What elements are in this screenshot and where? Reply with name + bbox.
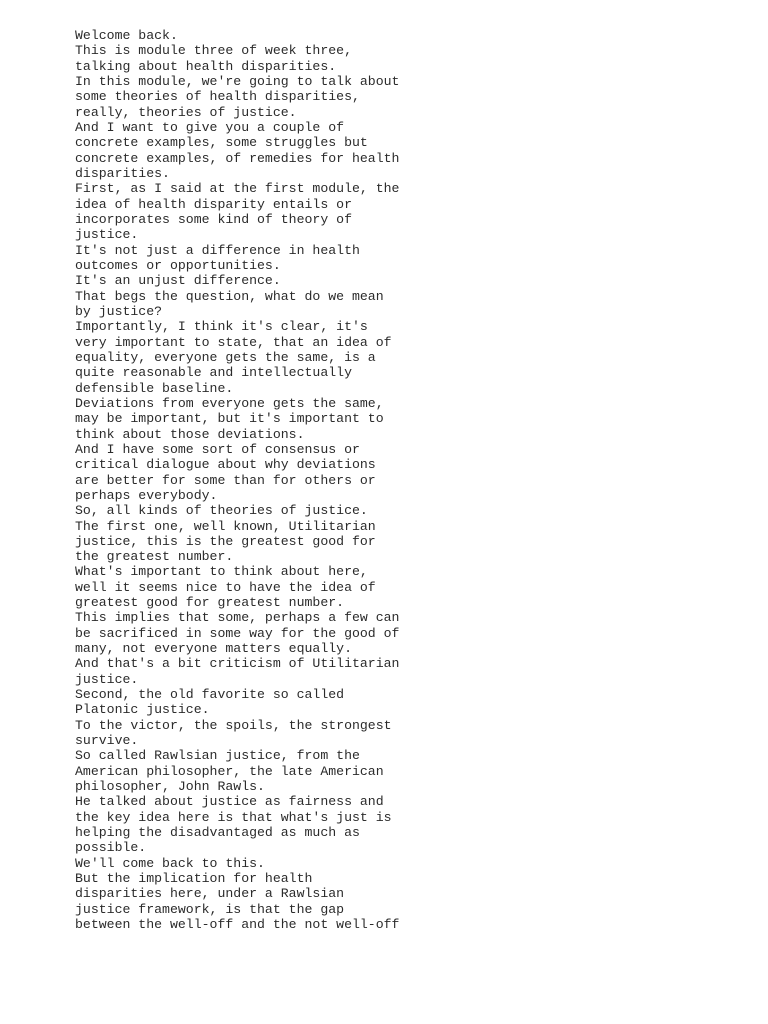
text-line: This is module three of week three, xyxy=(75,43,352,59)
text-line: It's not just a difference in health xyxy=(75,242,360,258)
text-line: talking about health disparities. xyxy=(75,58,337,74)
text-line: helping the disadvantaged as much as xyxy=(75,825,360,841)
text-line: disparities here, under a Rawlsian xyxy=(75,886,345,902)
text-line: well it seems nice to have the idea of xyxy=(75,579,376,595)
text-line: Platonic justice. xyxy=(75,702,210,718)
text-line: perhaps everybody. xyxy=(75,487,218,503)
text-line: defensible baseline. xyxy=(75,380,234,396)
text-line: survive. xyxy=(75,733,139,749)
text-line: really, theories of justice. xyxy=(75,104,297,120)
text-line: concrete examples, some struggles but xyxy=(75,135,368,151)
text-line: may be important, but it's important to xyxy=(75,411,384,427)
text-line: incorporates some kind of theory of xyxy=(75,211,352,227)
text-line: That begs the question, what do we mean xyxy=(75,288,384,304)
text-line: First, as I said at the first module, the xyxy=(75,181,400,197)
text-line: Second, the old favorite so called xyxy=(75,687,345,703)
text-line: idea of health disparity entails or xyxy=(75,196,352,212)
text-line: The first one, well known, Utilitarian xyxy=(75,518,376,534)
text-line: Deviations from everyone gets the same, xyxy=(75,395,384,411)
text-line: quite reasonable and intellectually xyxy=(75,365,352,381)
text-line: Importantly, I think it's clear, it's xyxy=(75,319,368,335)
text-line: outcomes or opportunities. xyxy=(75,257,281,273)
text-line: possible. xyxy=(75,840,147,856)
text-line: disparities. xyxy=(75,165,170,181)
text-line: American philosopher, the late American xyxy=(75,763,384,779)
text-line: And I have some sort of consensus or xyxy=(75,441,360,457)
text-line: What's important to think about here, xyxy=(75,564,368,580)
text-line: So called Rawlsian justice, from the xyxy=(75,748,360,764)
text-line: justice framework, is that the gap xyxy=(75,901,345,917)
text-line: philosopher, John Rawls. xyxy=(75,779,265,795)
text-line: It's an unjust difference. xyxy=(75,273,281,289)
text-line: greatest good for greatest number. xyxy=(75,595,345,611)
text-line: To the victor, the spoils, the strongest xyxy=(75,717,392,733)
text-line: In this module, we're going to talk about xyxy=(75,73,400,89)
text-line: He talked about justice as fairness and xyxy=(75,794,384,810)
text-line: think about those deviations. xyxy=(75,426,305,442)
text-line: critical dialogue about why deviations xyxy=(75,457,376,473)
text-line: And I want to give you a couple of xyxy=(75,119,345,135)
text-line: justice. xyxy=(75,227,139,243)
text-line: many, not everyone matters equally. xyxy=(75,641,352,657)
text-line: But the implication for health xyxy=(75,871,313,887)
text-line: by justice? xyxy=(75,303,163,319)
text-line: justice. xyxy=(75,671,139,687)
text-line: the greatest number. xyxy=(75,549,234,565)
text-line: some theories of health disparities, xyxy=(75,89,360,105)
text-line: are better for some than for others or xyxy=(75,472,376,488)
text-line: equality, everyone gets the same, is a xyxy=(75,349,376,365)
text-line: very important to state, that an idea of xyxy=(75,334,392,350)
text-line: Welcome back. xyxy=(75,28,178,43)
text-line: justice, this is the greatest good for xyxy=(75,533,376,549)
text-line: And that's a bit criticism of Utilitarian xyxy=(75,656,400,672)
text-line: between the well-off and the not well-off xyxy=(75,917,400,933)
text-line: be sacrificed in some way for the good of xyxy=(75,625,400,641)
text-line: This implies that some, perhaps a few can xyxy=(75,610,400,626)
text-line: the key idea here is that what's just is xyxy=(75,809,392,825)
text-line: So, all kinds of theories of justice. xyxy=(75,503,368,519)
text-line: concrete examples, of remedies for health xyxy=(75,150,400,166)
transcript-page xyxy=(75,28,755,932)
text-line: We'll come back to this. xyxy=(75,855,265,871)
